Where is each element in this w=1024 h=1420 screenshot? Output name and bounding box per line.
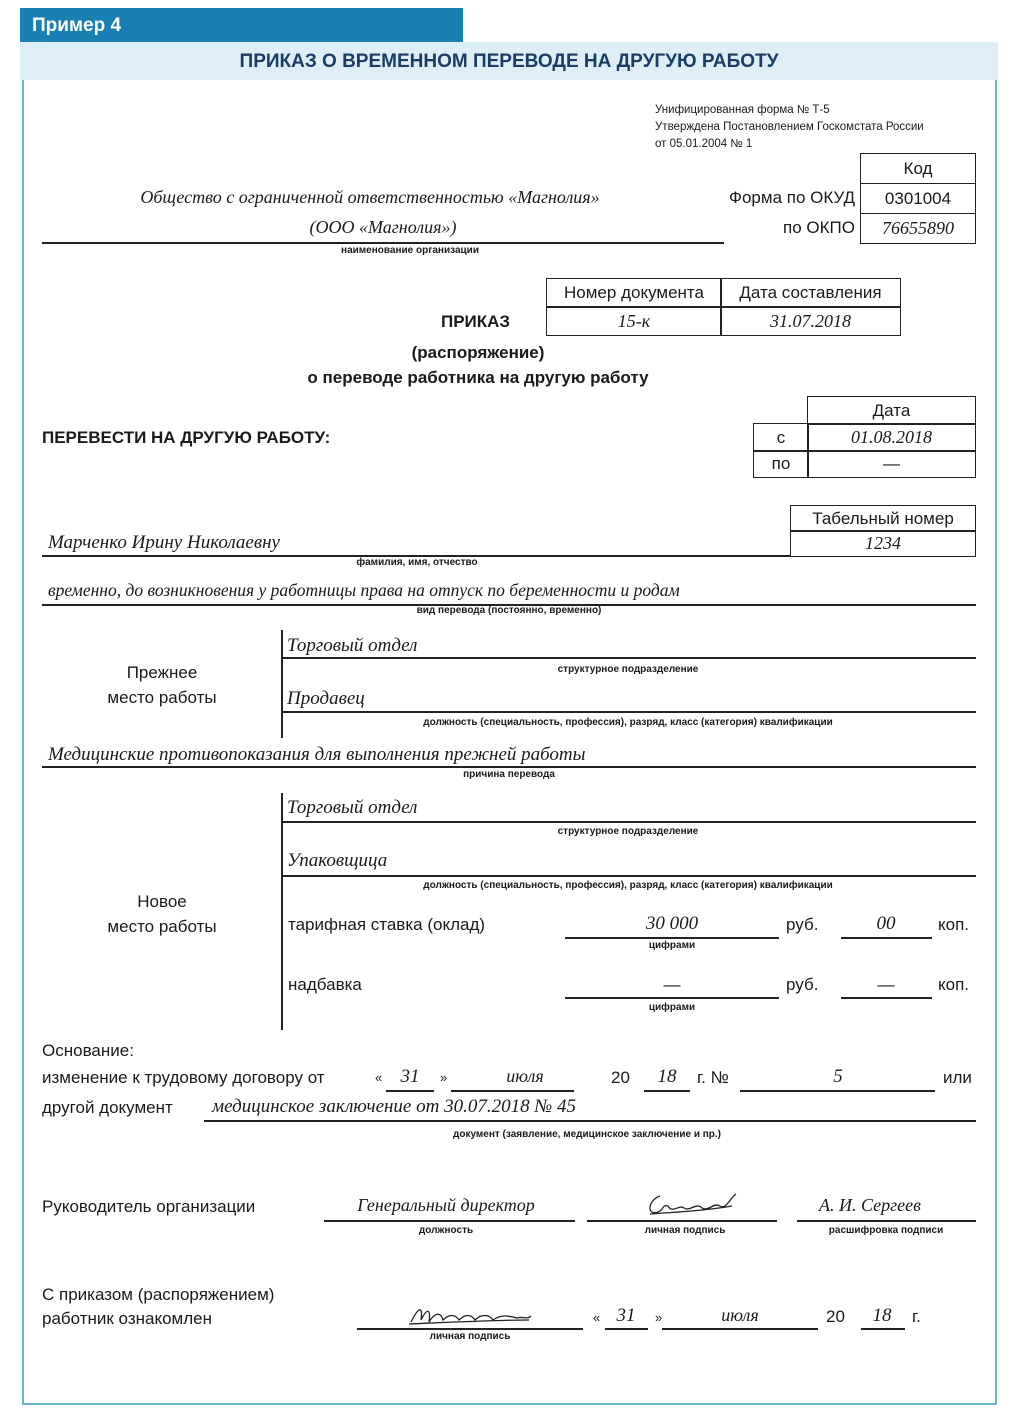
- ack-day-line: [605, 1328, 648, 1330]
- new-position: Упаковщица: [287, 850, 388, 871]
- prev-position-caption: должность (специальность, профессия), разряд, класс (категория) квалификации: [423, 717, 833, 728]
- rate-kop: 00: [876, 913, 896, 934]
- form-info: [655, 102, 924, 153]
- rub-label: руб.: [786, 915, 819, 934]
- org-line: [42, 242, 724, 244]
- order-about: о переводе работника на другую работу: [307, 368, 649, 387]
- order-title: ПРИКАЗ: [441, 312, 511, 331]
- prev-label: Прежнее: [126, 663, 198, 682]
- okud-value: 0301004: [860, 183, 976, 214]
- transfer-type: временно, до возникновения у работницы права на отпуск по беременности и родам: [48, 580, 680, 600]
- ack-sign-line: [357, 1328, 583, 1330]
- basis-year-prefix: 20: [611, 1068, 630, 1087]
- bonus-rub: —: [663, 975, 681, 994]
- order-subtitle: (распоряжение): [411, 343, 545, 362]
- transfer-type-caption: вид перевода (постоянно, временно): [416, 605, 602, 616]
- bonus-label: надбавка: [288, 975, 362, 994]
- date-from-label: с: [753, 423, 809, 452]
- basis-day-line: [386, 1090, 434, 1092]
- ack-rquote: »: [655, 1310, 663, 1325]
- ack-year-line: [861, 1328, 905, 1330]
- ack-day: 31: [616, 1305, 636, 1326]
- okpo-label: по ОКПО: [783, 218, 855, 237]
- bonus-kop: —: [877, 975, 895, 994]
- employee-name: Марченко Ирину Николаевну: [48, 532, 280, 553]
- rate-rub-line: [565, 937, 779, 939]
- basis-label: Основание:: [42, 1041, 134, 1060]
- head-name-line: [797, 1220, 976, 1222]
- prev-position: Продавец: [287, 688, 365, 709]
- date-to: —: [807, 450, 976, 478]
- new-label: Новое: [137, 892, 187, 911]
- new-label: место работы: [107, 917, 217, 936]
- bonus-rub-line: [565, 997, 779, 999]
- new-dept-line: [281, 821, 976, 823]
- ack-month-line: [662, 1328, 818, 1330]
- head-label: Руководитель организации: [42, 1197, 256, 1216]
- head-name: А. И. Сергеев: [819, 1195, 921, 1215]
- new-dept: Торговый отдел: [287, 797, 418, 818]
- org-caption: наименование организации: [341, 245, 479, 256]
- okud-label: Форма по ОКУД: [729, 188, 855, 207]
- prev-label: место работы: [107, 688, 217, 707]
- code-header: Код: [860, 153, 976, 184]
- head-signature: [640, 1190, 740, 1222]
- prev-dept-caption: структурное подразделение: [557, 664, 699, 675]
- employee-caption: фамилия, имя, отчество: [356, 557, 478, 568]
- example-banner: Пример 4: [20, 8, 463, 42]
- basis-year-line: [644, 1090, 690, 1092]
- new-position-caption: должность (специальность, профессия), разряд, класс (категория) квалификации: [423, 880, 833, 891]
- ack-g: г.: [912, 1307, 921, 1326]
- tab-number: 1234: [790, 530, 976, 557]
- ack-year: 18: [872, 1305, 892, 1326]
- doc-number: 15-к: [546, 306, 722, 336]
- ack-year-prefix: 20: [826, 1307, 845, 1326]
- reason-line: [42, 766, 976, 768]
- new-position-line: [281, 875, 976, 877]
- head-sign-caption: личная подпись: [644, 1225, 726, 1236]
- basis-month-line: [451, 1090, 574, 1092]
- basis-year: 18: [657, 1066, 677, 1087]
- doc-date-header: Дата составления: [720, 278, 901, 308]
- basis-day: 31: [400, 1066, 420, 1087]
- date-to-label: по: [753, 450, 809, 478]
- new-dept-caption: структурное подразделение: [557, 826, 699, 837]
- basis-num-label: г. №: [697, 1068, 729, 1087]
- rate-rub: 30 000: [645, 913, 699, 934]
- new-divider: [281, 793, 283, 1030]
- reason: Медицинские противопоказания для выполнения прежней работы: [48, 744, 586, 765]
- head-position-line: [324, 1220, 575, 1222]
- prev-dept: Торговый отдел: [287, 635, 418, 656]
- rate-label: тарифная ставка (оклад): [288, 915, 486, 934]
- kop-label: коп.: [938, 915, 970, 934]
- tab-number-header: Табельный номер: [790, 505, 976, 532]
- employee-signature: [405, 1302, 535, 1330]
- ack-sign-caption: личная подпись: [429, 1331, 511, 1342]
- okpo-value: 76655890: [860, 213, 976, 244]
- prev-divider: [281, 630, 283, 738]
- basis-change-label: изменение к трудовому договору от: [42, 1068, 325, 1087]
- basis-lquote: «: [375, 1070, 383, 1085]
- other-doc-line: [204, 1120, 976, 1122]
- form-info-line: Унифицированная форма № Т-5: [655, 104, 830, 116]
- doc-number-header: Номер документа: [546, 278, 722, 308]
- ack-lquote: «: [593, 1310, 601, 1325]
- prev-dept-line: [281, 657, 976, 659]
- head-position: Генеральный директор: [357, 1195, 535, 1215]
- head-position-caption: должность: [418, 1225, 474, 1236]
- rate-kop-line: [841, 937, 932, 939]
- ack-label: работник ознакомлен: [42, 1309, 212, 1328]
- transfer-heading: ПЕРЕВЕСТИ НА ДРУГУЮ РАБОТУ:: [42, 428, 331, 447]
- head-sign-line: [587, 1220, 777, 1222]
- other-doc-caption: документ (заявление, медицинское заключение и пр.): [452, 1129, 722, 1140]
- basis-month: июля: [506, 1066, 544, 1086]
- other-doc: медицинское заключение от 30.07.2018 № 45: [212, 1096, 577, 1117]
- other-doc-label: другой документ: [42, 1098, 173, 1117]
- prev-position-line: [281, 711, 976, 713]
- date-header: Дата: [807, 396, 976, 425]
- basis-rquote: »: [440, 1070, 448, 1085]
- basis-num-line: [740, 1090, 935, 1092]
- bonus-caption: цифрами: [648, 1002, 696, 1013]
- rate-caption: цифрами: [648, 940, 696, 951]
- page-title: ПРИКАЗ О ВРЕМЕННОМ ПЕРЕВОДЕ НА ДРУГУЮ РАБОТУ: [20, 42, 998, 80]
- kop-label: коп.: [938, 975, 970, 994]
- doc-date: 31.07.2018: [720, 306, 901, 336]
- basis-or: или: [943, 1068, 972, 1087]
- bonus-kop-line: [841, 997, 932, 999]
- basis-num: 5: [833, 1066, 843, 1087]
- reason-caption: причина перевода: [463, 769, 555, 780]
- org-short-name: (ООО «Магнолия»): [309, 217, 457, 237]
- rub-label: руб.: [786, 975, 819, 994]
- ack-month: июля: [721, 1305, 759, 1325]
- form-info-line: Утверждена Постановлением Госкомстата России: [655, 121, 924, 133]
- form-info-line: от 05.01.2004 № 1: [655, 138, 753, 150]
- ack-label: С приказом (распоряжением): [42, 1285, 275, 1304]
- org-name: Общество с ограниченной ответственностью «Магнолия»: [140, 187, 600, 207]
- date-from: 01.08.2018: [807, 423, 976, 452]
- head-name-caption: расшифровка подписи: [828, 1225, 944, 1236]
